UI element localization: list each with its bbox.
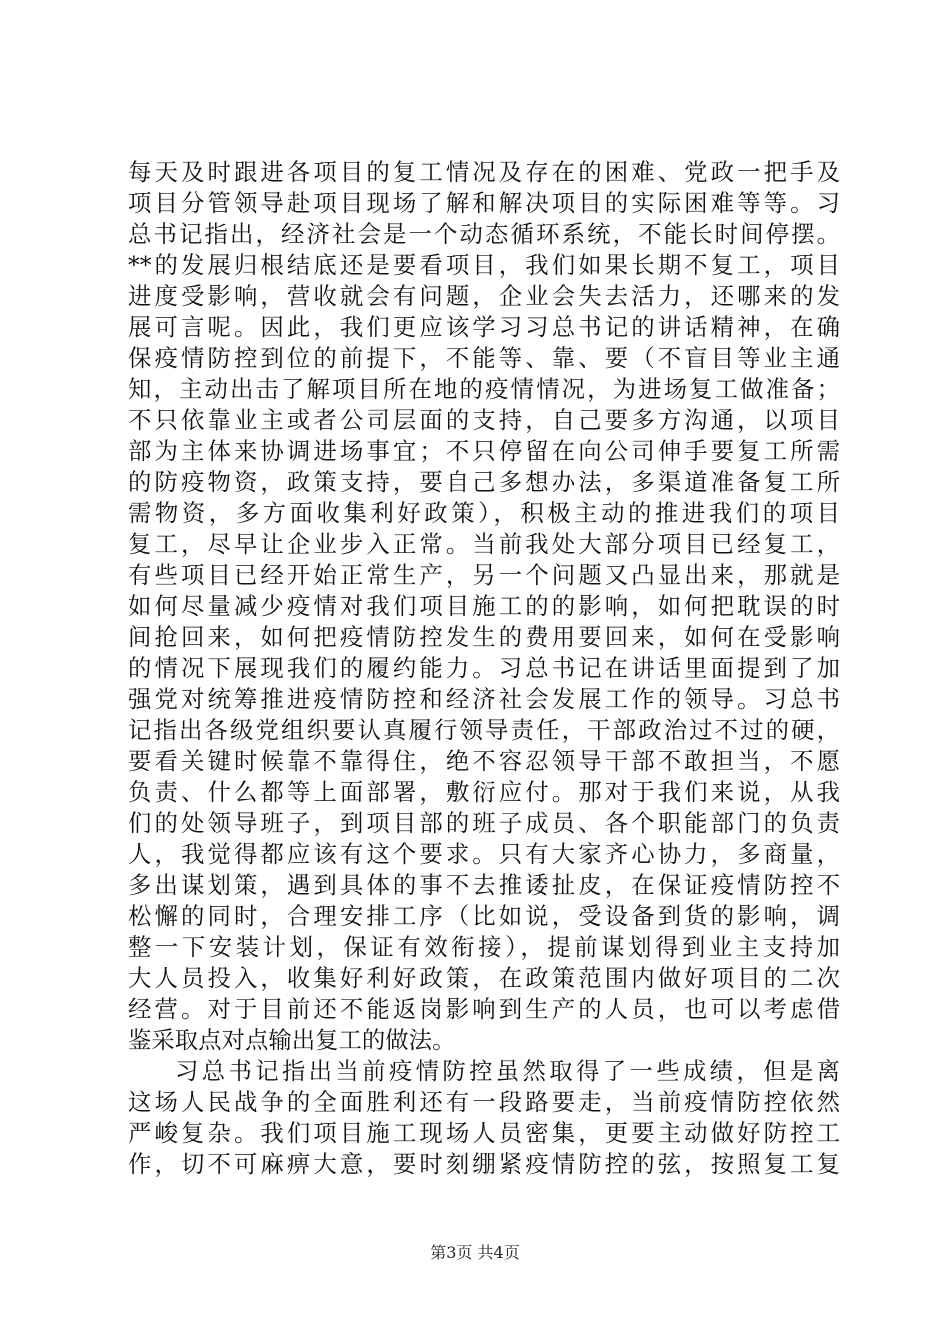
text-line: 部为主体来协调进场事宜；不只停留在向公司伸手要复工所需 [128,437,840,465]
text-line: 总书记指出，经济社会是一个动态循环系统，不能长时间停摆。 [128,220,840,248]
body-text [128,157,840,1180]
text-line: 这场人民战争的全面胜利还有一段路要走，当前疫情防控依然 [128,1088,840,1116]
text-line: 作，切不可麻痹大意，要时刻绷紧疫情防控的弦，按照复工复 [128,1150,840,1178]
text-line: 强党对统筹推进疫情防控和经济社会发展工作的领导。习总书 [128,685,840,713]
text-line: 经营。对于目前还不能返岗影响到生产的人员，也可以考虑借 [128,995,840,1023]
text-line: 不只依靠业主或者公司层面的支持，自己要多方沟通，以项目 [128,406,840,434]
paragraph-start-line: 习总书记指出当前疫情防控虽然取得了一些成绩，但是离 [175,1057,840,1085]
text-line: 人，我觉得都应该有这个要求。只有大家齐心协力，多商量， [128,840,840,868]
text-line: 大人员投入，收集好利好政策，在政策范围内做好项目的二次 [128,964,840,992]
text-line: 整一下安装计划，保证有效衔接），提前谋划得到业主支持加 [128,933,840,961]
text-line: 严峻复杂。我们项目施工现场人员密集，更要主动做好防控工 [128,1119,840,1147]
text-line: 间抢回来，如何把疫情防控发生的费用要回来，如何在受影响 [128,623,840,651]
text-line: 记指出各级党组织要认真履行领导责任，干部政治过不过的硬， [128,716,840,744]
text-line: 保疫情防控到位的前提下，不能等、靠、要（不盲目等业主通 [128,344,840,372]
text-line: 多出谋划策，遇到具体的事不去推诿扯皮，在保证疫情防控不 [128,871,840,899]
page-footer [0,1243,950,1263]
page-number: 第3页 共4页 [430,1243,520,1262]
text-line: 的防疫物资，政策支持，要自己多想办法，多渠道准备复工所 [128,468,840,496]
text-line: 要看关键时候靠不靠得住，绝不容忍领导干部不敢担当，不愿 [128,747,840,775]
text-line: 有些项目已经开始正常生产，另一个问题又凸显出来，那就是 [128,561,840,589]
text-line: 每天及时跟进各项目的复工情况及存在的困难、党政一把手及 [128,158,840,186]
text-line: 需物资，多方面收集利好政策），积极主动的推进我们的项目 [128,499,840,527]
text-line: 项目分管领导赴项目现场了解和解决项目的实际困难等等。习 [128,189,840,217]
text-line: 们的处领导班子，到项目部的班子成员、各个职能部门的负责 [128,809,840,837]
paragraph-end-line: 鉴采取点对点输出复工的做法。 [128,1026,456,1054]
text-line: 展可言呢。因此，我们更应该学习习总书记的讲话精神，在确 [128,313,840,341]
text-line: **的发展归根结底还是要看项目，我们如果长期不复工，项目 [128,251,840,279]
text-line: 松懈的同时，合理安排工序（比如说，受设备到货的影响，调 [128,902,840,930]
text-line: 知，主动出击了解项目所在地的疫情情况，为进场复工做准备； [128,375,840,403]
text-line: 如何尽量减少疫情对我们项目施工的的影响，如何把耽误的时 [128,592,840,620]
text-line: 进度受影响，营收就会有问题，企业会失去活力，还哪来的发 [128,282,840,310]
text-line: 负责、什么都等上面部署，敷衍应付。那对于我们来说，从我 [128,778,840,806]
text-line: 的情况下展现我们的履约能力。习总书记在讲话里面提到了加 [128,654,840,682]
text-line: 复工，尽早让企业步入正常。当前我处大部分项目已经复工， [128,530,840,558]
